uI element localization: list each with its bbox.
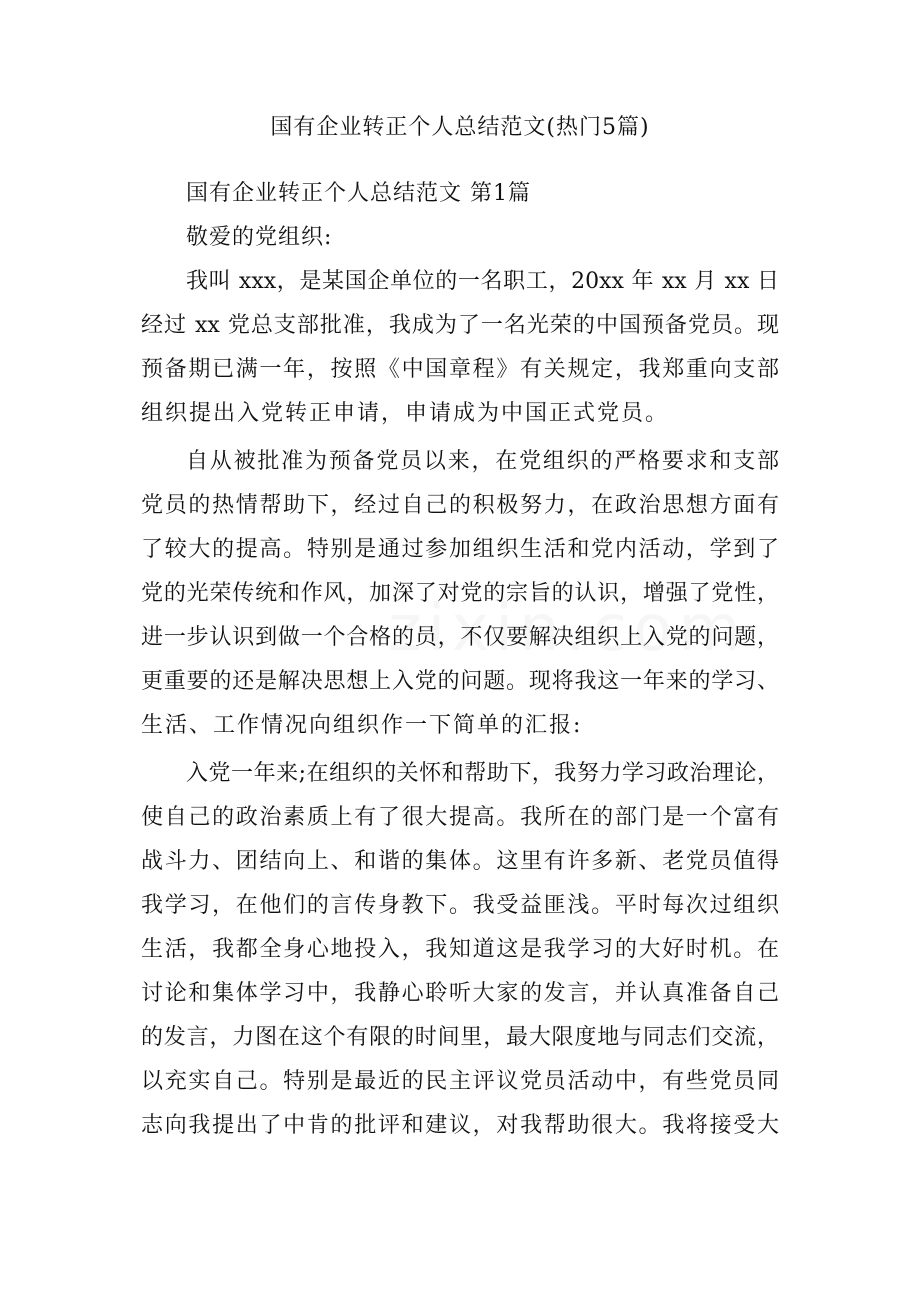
salutation: 敬爱的党组织: (186, 225, 333, 250)
body-line: 我学习，在他们的言传身教下。我受益匪浅。平时每次过组织 (141, 893, 779, 918)
body-line: 了较大的提高。特别是通过参加组织生活和党内活动，学到了 (141, 537, 779, 562)
body-line: 生活，我都全身心地投入，我知道这是我学习的大好时机。在 (141, 937, 779, 962)
body-line: 经过 xx 党总支部批准，我成为了一名光荣的中国预备党员。现 (141, 313, 779, 338)
body-line: 党的光荣传统和作风，加深了对党的宗旨的认识，增强了党性， (141, 581, 779, 606)
body-line: 更重要的还是解决思想上入党的问题。现将我这一年来的学习、 (141, 669, 779, 694)
body-line: 以充实自己。特别是最近的民主评议党员活动中，有些党员同 (141, 1069, 779, 1094)
body-line: 志向我提出了中肯的批评和建议，对我帮助很大。我将接受大 (141, 1113, 779, 1138)
body-line: 进一步认识到做一个合格的员，不仅要解决组织上入党的问题， (141, 625, 779, 650)
body-line: 入党一年来;在组织的关怀和帮助下，我努力学习政治理论， (186, 761, 779, 786)
body-line: 我叫 xxx，是某国企单位的一名职工，20xx 年 xx 月 xx 日 (186, 269, 779, 294)
document-title: 国有企业转正个人总结范文(热门5篇) (270, 115, 650, 140)
body-line: 讨论和集体学习中，我静心聆听大家的发言，并认真准备自己 (141, 981, 779, 1006)
body-line: 使自己的政治素质上有了很大提高。我所在的部门是一个富有 (141, 805, 779, 830)
body-line: 自从被批准为预备党员以来，在党组织的严格要求和支部 (186, 449, 779, 474)
body-line: 党员的热情帮助下，经过自己的积极努力，在政治思想方面有 (141, 493, 779, 518)
section-heading: 国有企业转正个人总结范文 第1篇 (186, 181, 531, 206)
body-line: 战斗力、团结向上、和谐的集体。这里有许多新、老党员值得 (141, 849, 779, 874)
body-line: 的发言，力图在这个有限的时间里，最大限度地与同志们交流， (141, 1025, 779, 1050)
body-line: 预备期已满一年，按照《中国章程》有关规定，我郑重向支部 (141, 357, 779, 382)
body-line: 生活、工作情况向组织作一下简单的汇报: (141, 713, 583, 738)
body-line: 组织提出入党转正申请，申请成为中国正式党员。 (141, 401, 670, 426)
